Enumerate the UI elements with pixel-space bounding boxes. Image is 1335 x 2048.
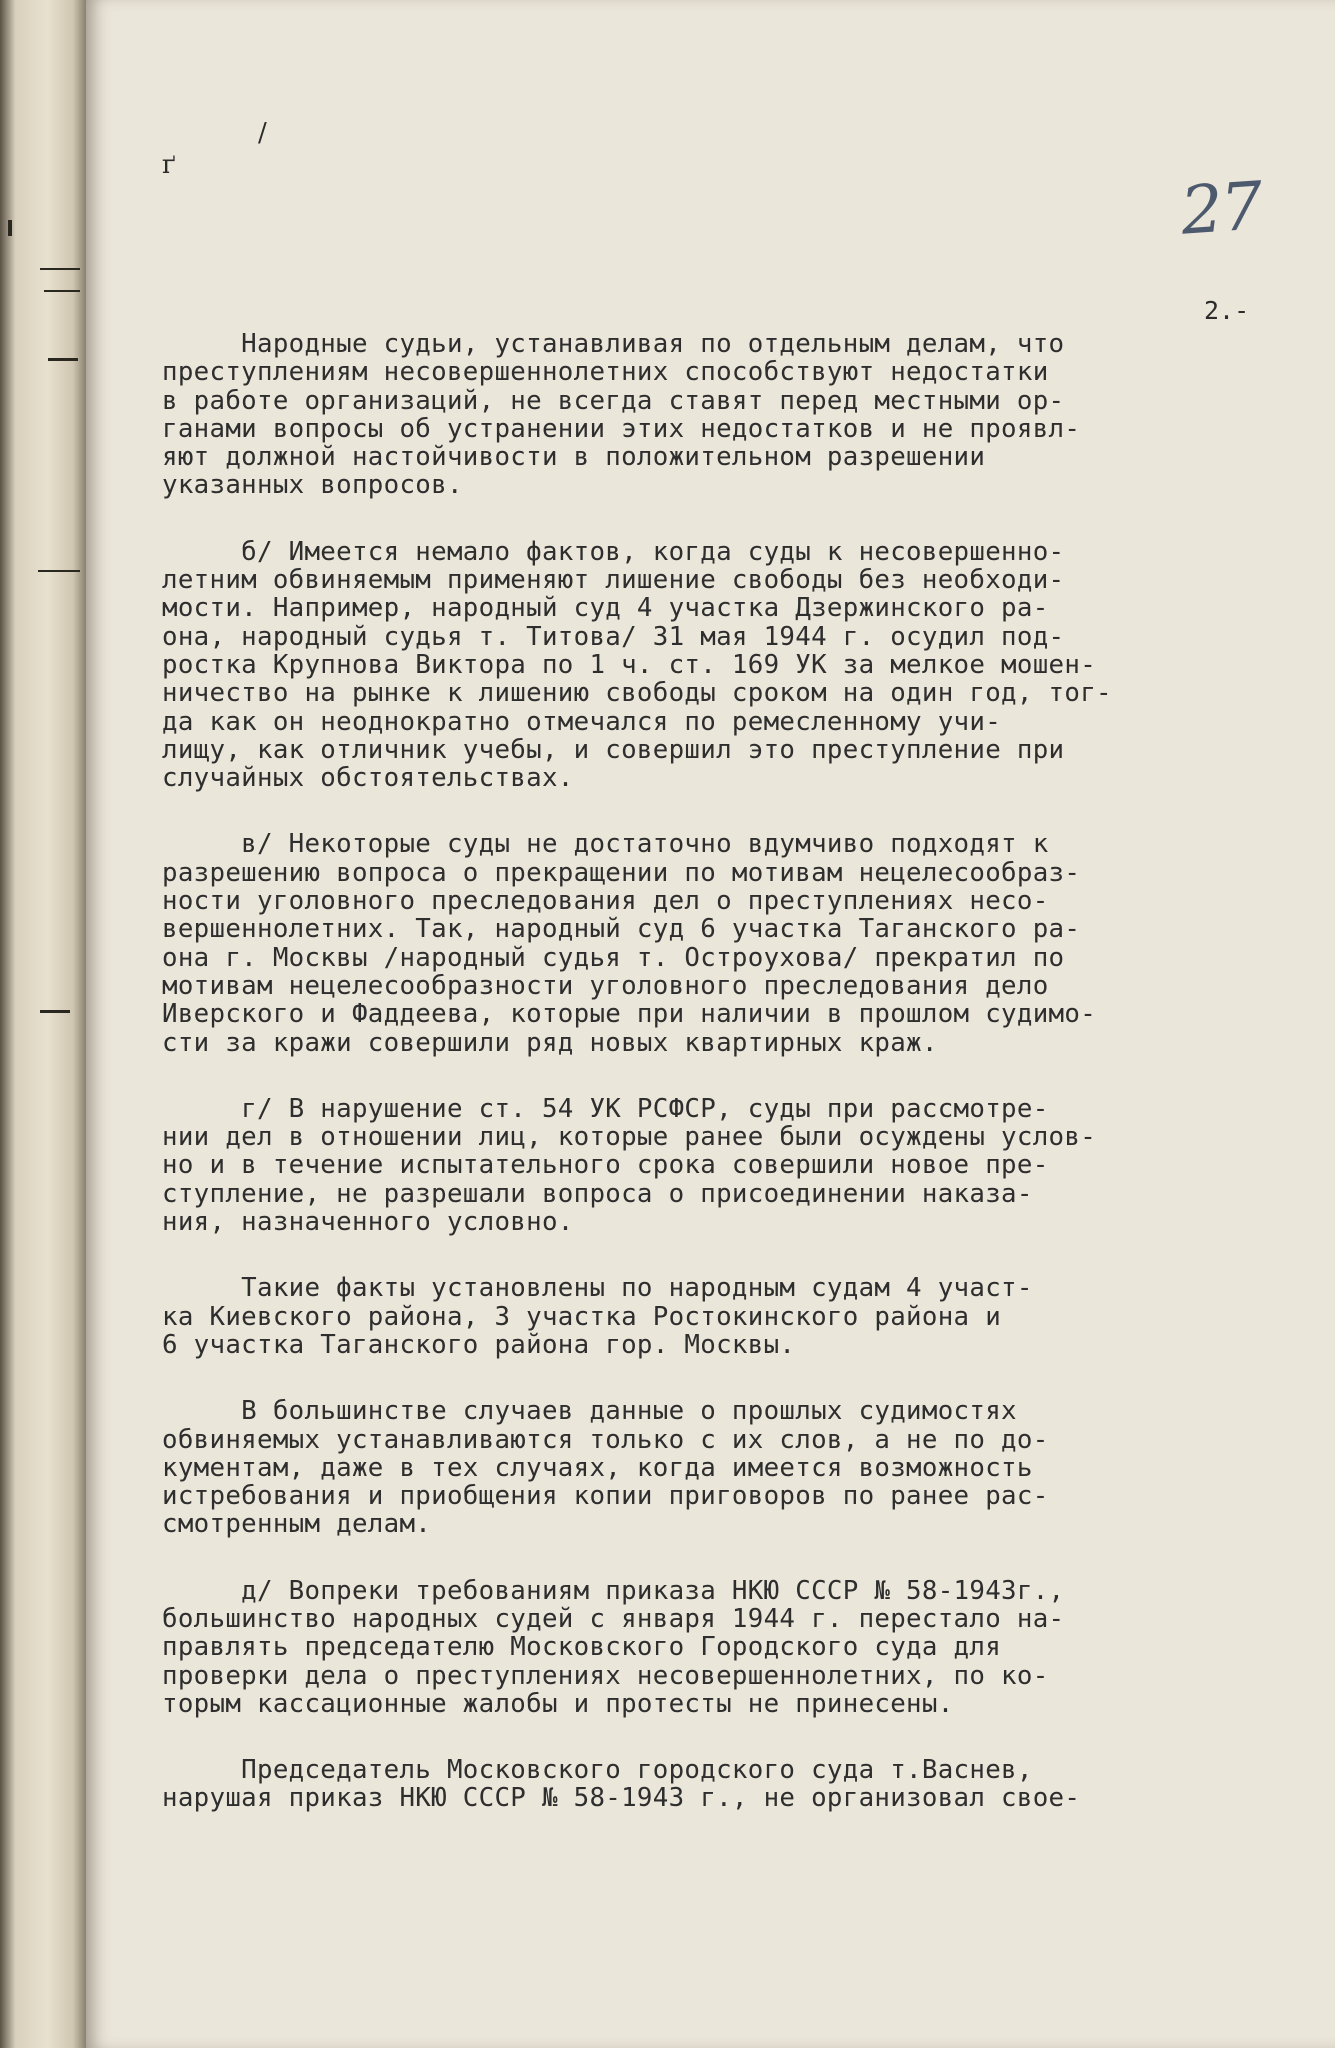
paragraph-intro (162, 330, 1302, 500)
paragraph-gap (162, 1539, 1302, 1577)
text-line: Такие факты установлены по народным судам 4 участ- (162, 1273, 1033, 1304)
paragraph-gap (162, 792, 1302, 830)
text-line: г/ В нарушение ст. 54 УК РСФСР, суды при рассмотре- (162, 1093, 1049, 1124)
text-line: в/ Некоторые суды не достаточно вдумчиво подходят к (162, 829, 1049, 860)
text-line: преступлениям несовершеннолетних способствуют недостатки (162, 357, 1049, 388)
text-line: б/ Имеется немало фактов, когда суды к несовершенно- (162, 536, 1065, 567)
text-line: разрешению вопроса о прекращении по мотивам нецелесообраз- (162, 857, 1081, 888)
text-line: ности уголовного преследования дел о преступлениях несо- (162, 886, 1049, 917)
paragraph-g (162, 1095, 1302, 1236)
text-line: обвиняемых устанавливаются только с их слов, а не по до- (162, 1424, 1049, 1455)
text-line: ния, назначенного условно. (162, 1207, 574, 1238)
typed-body-text (162, 330, 1302, 1813)
pencil-mark: ґ (162, 150, 176, 180)
text-line: да как он неоднократно отмечался по ремесленному учи- (162, 706, 1002, 737)
text-line: сти за кражи совершили ряд новых квартирных краж. (162, 1027, 938, 1058)
paragraph-gap (162, 1236, 1302, 1274)
text-line: кументам, даже в тех случаях, когда имеется возможность (162, 1452, 1033, 1483)
text-line: Народные судьи, устанавливая по отдельным делам, что (162, 329, 1065, 359)
text-line: большинство народных судей с января 1944 г. перестало на- (162, 1603, 1065, 1634)
binding-mark (40, 1010, 70, 1013)
text-line: яют должной настойчивости в положительном разрешении (162, 442, 986, 473)
text-line: случайных обстоятельствах. (162, 763, 574, 794)
text-line: нарушая приказ НКЮ СССР № 58-1943 г., не организовал свое- (162, 1783, 1081, 1814)
text-line: летним обвиняемым применяют лишение свободы без необходи- (162, 565, 1065, 596)
paragraph-facts (162, 1274, 1302, 1359)
text-line: ростка Крупнова Виктора по 1 ч. ст. 169 УК за мелкое мошен- (162, 649, 1097, 680)
paragraph-gap (162, 1718, 1302, 1756)
text-line: правлять председателю Московского Городского суда для (162, 1632, 1002, 1663)
text-line: мости. Например, народный суд 4 участка Дзержинского ра- (162, 593, 1049, 624)
text-line: Иверского и Фаддеева, которые при наличии в прошлом судимо- (162, 999, 1097, 1030)
paragraph-b (162, 538, 1302, 793)
paragraph-chair (162, 1756, 1302, 1813)
paragraph-d (162, 1577, 1302, 1718)
paragraph-majority (162, 1397, 1302, 1538)
text-line: в работе организаций, не всегда ставят перед местными ор- (162, 385, 1065, 416)
text-line: мотивам нецелесообразности уголовного преследования дело (162, 970, 1049, 1001)
binding-mark (44, 290, 80, 292)
text-line: ничество на рынке к лишению свободы сроком на один год, тог- (162, 678, 1112, 709)
text-line: она г. Москвы /народный судья т. Остроухова/ прекратил по (162, 942, 1065, 973)
text-line: д/ Вопреки требованиям приказа НКЮ СССР № 58-1943г., (162, 1575, 1065, 1606)
sheet-number: 2.- (1204, 296, 1250, 325)
handwritten-page-number: 27 (1178, 167, 1264, 250)
text-line: вершеннолетних. Так, народный суд 6 участка Таганского ра- (162, 914, 1081, 945)
pencil-mark: / (258, 118, 267, 148)
text-line: лищу, как отличник учебы, и совершил это преступление при (162, 734, 1065, 765)
text-line: торым кассационные жалобы и протесты не принесены. (162, 1688, 954, 1719)
text-line: 6 участка Таганского района гор. Москвы. (162, 1329, 796, 1360)
text-line: В большинстве случаев данные о прошлых судимостях (162, 1396, 1017, 1427)
binding-mark (8, 220, 12, 236)
text-line: истребования и приобщения копии приговоров по ранее рас- (162, 1481, 1049, 1512)
binding-mark (38, 570, 80, 572)
paragraph-gap (162, 500, 1302, 538)
binding-mark (48, 358, 78, 361)
text-line: ганами вопросы об устранении этих недостатков и не проявл- (162, 413, 1081, 444)
binding-mark (40, 268, 80, 270)
text-line: но и в течение испытательного срока совершили новое пре- (162, 1150, 1049, 1181)
paragraph-gap (162, 1057, 1302, 1095)
text-line: ступление, не разрешали вопроса о присоединении наказа- (162, 1178, 1033, 1209)
text-line: нии дел в отношении лиц, которые ранее были осуждены услов- (162, 1122, 1097, 1153)
text-line: она, народный судья т. Титова/ 31 мая 1944 г. осудил под- (162, 621, 1065, 652)
binding-margin (0, 0, 86, 2048)
text-line: указанных вопросов. (162, 470, 463, 501)
text-line: проверки дела о преступлениях несовершеннолетних, по ко- (162, 1660, 1049, 1691)
paragraph-v (162, 830, 1302, 1056)
paragraph-gap (162, 1359, 1302, 1397)
text-line: ка Киевского района, 3 участка Ростокинского района и (162, 1301, 1002, 1332)
text-line: Председатель Московского городского суда т.Васнев, (162, 1755, 1033, 1786)
text-line: смотренным делам. (162, 1509, 432, 1540)
